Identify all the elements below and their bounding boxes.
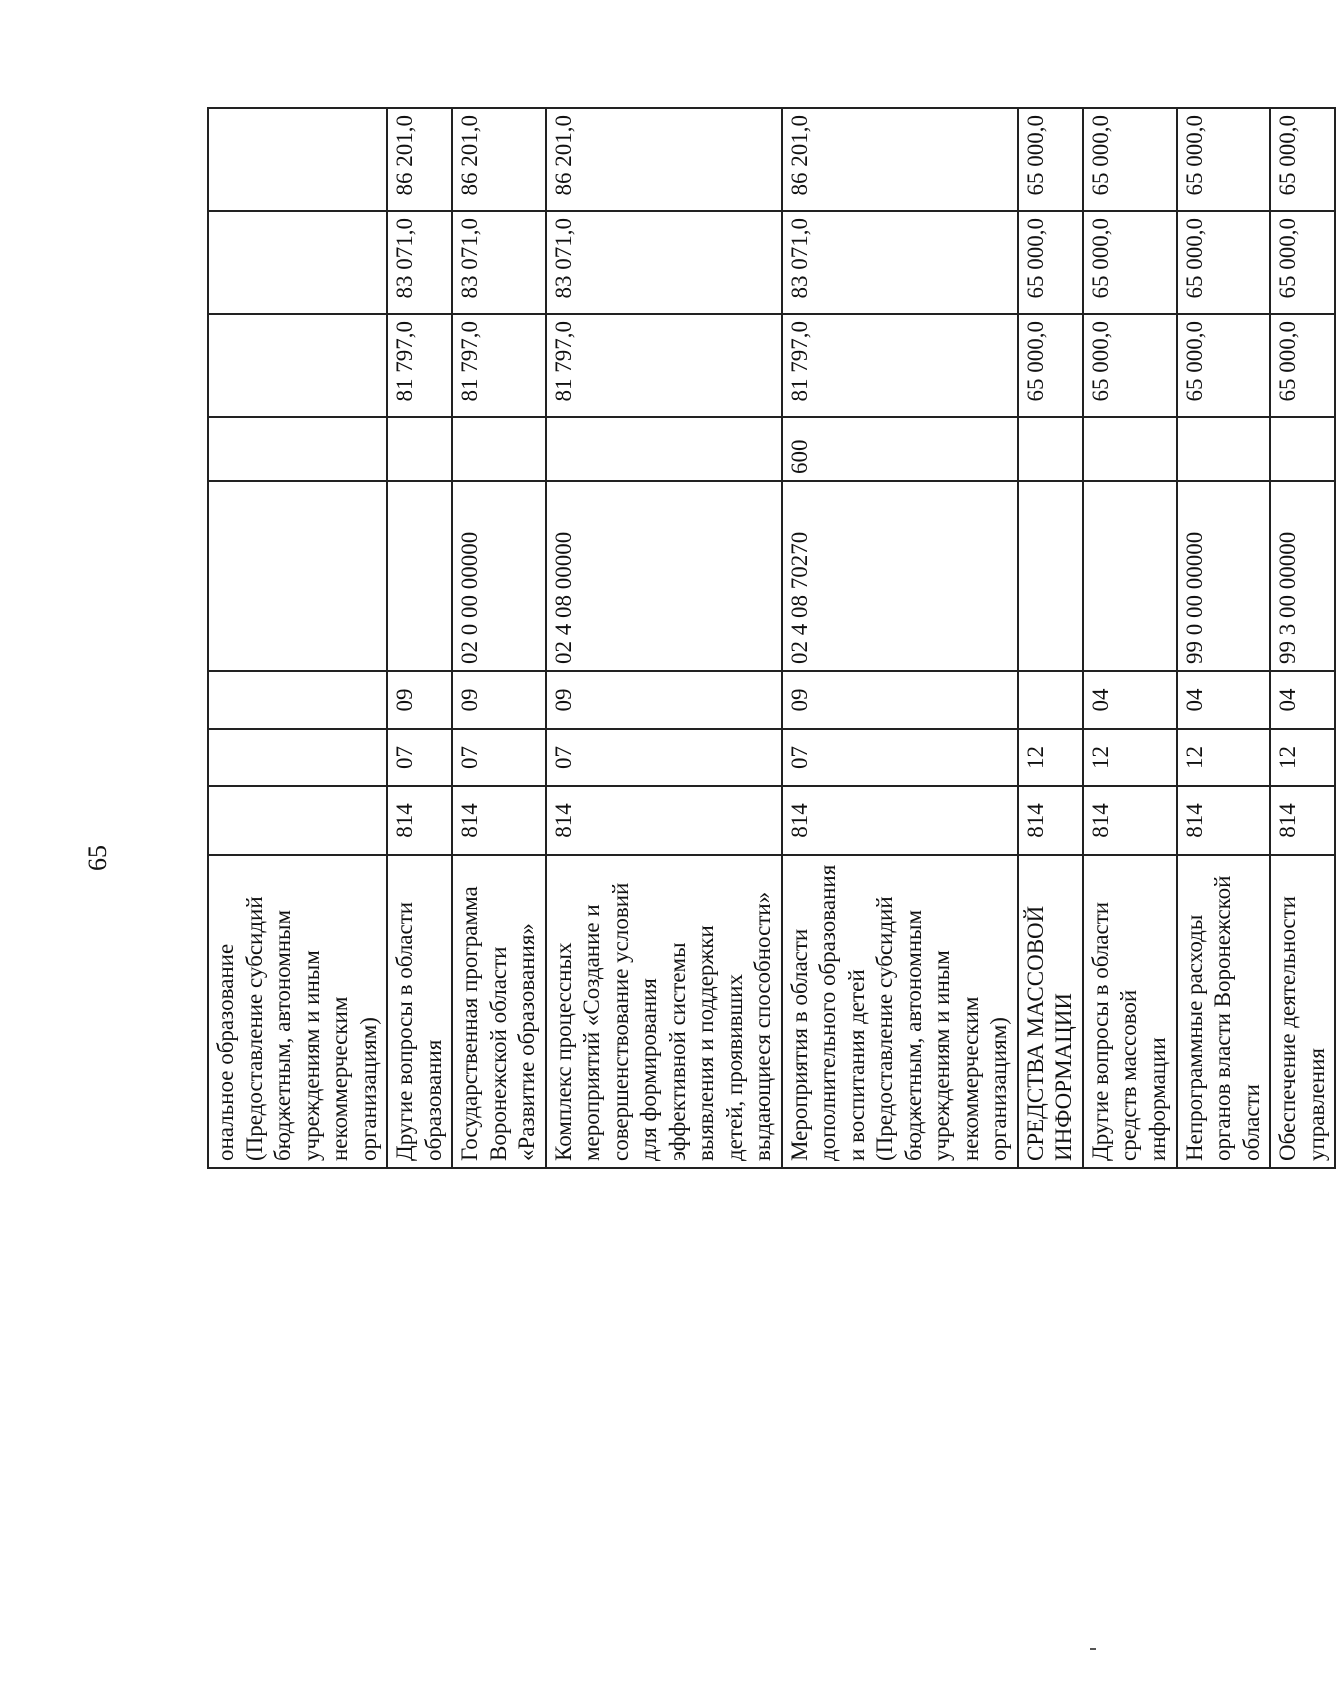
row-name: Обеспечение деятельности управления bbox=[1270, 855, 1335, 1168]
table-row bbox=[1083, 108, 1177, 1168]
row-name: Другие вопросы в области средств массовой информации bbox=[1083, 855, 1177, 1168]
grbs-code: 814 bbox=[452, 786, 546, 855]
amount-col-3: 86 201,0 bbox=[387, 108, 452, 211]
expense-type-code: 600 bbox=[782, 417, 1018, 481]
amount-col-1: 81 797,0 bbox=[546, 314, 782, 417]
subsection-code: 04 bbox=[1270, 671, 1335, 729]
grbs-code: 814 bbox=[387, 786, 452, 855]
subsection-code: 04 bbox=[1083, 671, 1177, 729]
target-article-code: 99 3 00 00000 bbox=[1270, 481, 1335, 671]
table-row bbox=[782, 108, 1018, 1168]
table-row bbox=[1177, 108, 1271, 1168]
section-code: 12 bbox=[1270, 729, 1335, 786]
amount-col-1: 81 797,0 bbox=[387, 314, 452, 417]
target-article-code: 99 0 00 00000 bbox=[1177, 481, 1271, 671]
grbs-code: 814 bbox=[782, 786, 1018, 855]
target-article-code bbox=[387, 481, 452, 671]
row-name: Государственная программа Воронежской области «Развитие образования» bbox=[452, 855, 546, 1168]
amount-col-1: 65 000,0 bbox=[1270, 314, 1335, 417]
target-article-code: 02 4 08 00000 bbox=[546, 481, 782, 671]
target-article-code bbox=[1083, 481, 1177, 671]
subsection-code: 09 bbox=[782, 671, 1018, 729]
amount-col-2: 65 000,0 bbox=[1083, 211, 1177, 314]
amount-col-1: 65 000,0 bbox=[1083, 314, 1177, 417]
page-number: 65 bbox=[83, 845, 112, 871]
amount-col-1: 81 797,0 bbox=[782, 314, 1018, 417]
amount-col-3 bbox=[208, 108, 387, 211]
grbs-code bbox=[208, 786, 387, 855]
rotated-table-container bbox=[207, 109, 1329, 1169]
amount-col-1: 65 000,0 bbox=[1018, 314, 1083, 417]
row-name: Комплекс процессных мероприятий «Создание и совершенствование условий для формирования эффективной системы выявления и поддержки детей, проявивших выдающиеся способности» bbox=[546, 855, 782, 1168]
expense-type-code bbox=[208, 417, 387, 481]
amount-col-3: 65 000,0 bbox=[1270, 108, 1335, 211]
target-article-code: 02 4 08 70270 bbox=[782, 481, 1018, 671]
subsection-code: 04 bbox=[1177, 671, 1271, 729]
amount-col-3: 65 000,0 bbox=[1083, 108, 1177, 211]
section-code: 12 bbox=[1018, 729, 1083, 786]
amount-col-2: 65 000,0 bbox=[1270, 211, 1335, 314]
subsection-code: 09 bbox=[452, 671, 546, 729]
amount-col-2: 83 071,0 bbox=[452, 211, 546, 314]
section-code: 07 bbox=[782, 729, 1018, 786]
expense-type-code bbox=[1270, 417, 1335, 481]
amount-col-3: 65 000,0 bbox=[1177, 108, 1271, 211]
amount-col-3: 86 201,0 bbox=[546, 108, 782, 211]
section-code: 12 bbox=[1177, 729, 1271, 786]
amount-col-2: 83 071,0 bbox=[782, 211, 1018, 314]
grbs-code: 814 bbox=[546, 786, 782, 855]
amount-col-2: 65 000,0 bbox=[1177, 211, 1271, 314]
amount-col-1 bbox=[208, 314, 387, 417]
row-name: СРЕДСТВА МАССОВОЙ ИНФОРМАЦИИ bbox=[1018, 855, 1083, 1168]
expense-type-code bbox=[1083, 417, 1177, 481]
amount-col-3: 65 000,0 bbox=[1018, 108, 1083, 211]
section-code: 07 bbox=[452, 729, 546, 786]
subsection-code bbox=[208, 671, 387, 729]
budget-table bbox=[207, 107, 1336, 1169]
grbs-code: 814 bbox=[1177, 786, 1271, 855]
section-code: 12 bbox=[1083, 729, 1177, 786]
table-row bbox=[452, 108, 546, 1168]
amount-col-2: 65 000,0 bbox=[1018, 211, 1083, 314]
amount-col-2: 83 071,0 bbox=[387, 211, 452, 314]
target-article-code bbox=[1018, 481, 1083, 671]
section-code: 07 bbox=[387, 729, 452, 786]
amount-col-3: 86 201,0 bbox=[452, 108, 546, 211]
section-code: 07 bbox=[546, 729, 782, 786]
amount-col-2 bbox=[208, 211, 387, 314]
expense-type-code bbox=[546, 417, 782, 481]
row-name: ональное образование (Предоставление субсидий бюджетным, автономным учреждениям и иным некоммерческим организациям) bbox=[208, 855, 387, 1168]
target-article-code: 02 0 00 00000 bbox=[452, 481, 546, 671]
table-row bbox=[1270, 108, 1335, 1168]
expense-type-code bbox=[1177, 417, 1271, 481]
grbs-code: 814 bbox=[1083, 786, 1177, 855]
section-code bbox=[208, 729, 387, 786]
row-name: Мероприятия в области дополнительного образования и воспитания детей (Предоставление субсидий бюджетным, автономным учреждениям и иным некоммерческим организациям) bbox=[782, 855, 1018, 1168]
subsection-code bbox=[1018, 671, 1083, 729]
expense-type-code bbox=[452, 417, 546, 481]
table-row bbox=[546, 108, 782, 1168]
grbs-code: 814 bbox=[1018, 786, 1083, 855]
grbs-code: 814 bbox=[1270, 786, 1335, 855]
target-article-code bbox=[208, 481, 387, 671]
table-row bbox=[387, 108, 452, 1168]
amount-col-1: 65 000,0 bbox=[1177, 314, 1271, 417]
expense-type-code bbox=[387, 417, 452, 481]
subsection-code: 09 bbox=[546, 671, 782, 729]
scan-artifact-mark bbox=[1090, 1648, 1096, 1650]
amount-col-2: 83 071,0 bbox=[546, 211, 782, 314]
table-row bbox=[208, 108, 387, 1168]
expense-type-code bbox=[1018, 417, 1083, 481]
row-name: Непрограммные расходы органов власти Воронежской области bbox=[1177, 855, 1271, 1168]
subsection-code: 09 bbox=[387, 671, 452, 729]
table-row bbox=[1018, 108, 1083, 1168]
row-name: Другие вопросы в области образования bbox=[387, 855, 452, 1168]
amount-col-1: 81 797,0 bbox=[452, 314, 546, 417]
amount-col-3: 86 201,0 bbox=[782, 108, 1018, 211]
